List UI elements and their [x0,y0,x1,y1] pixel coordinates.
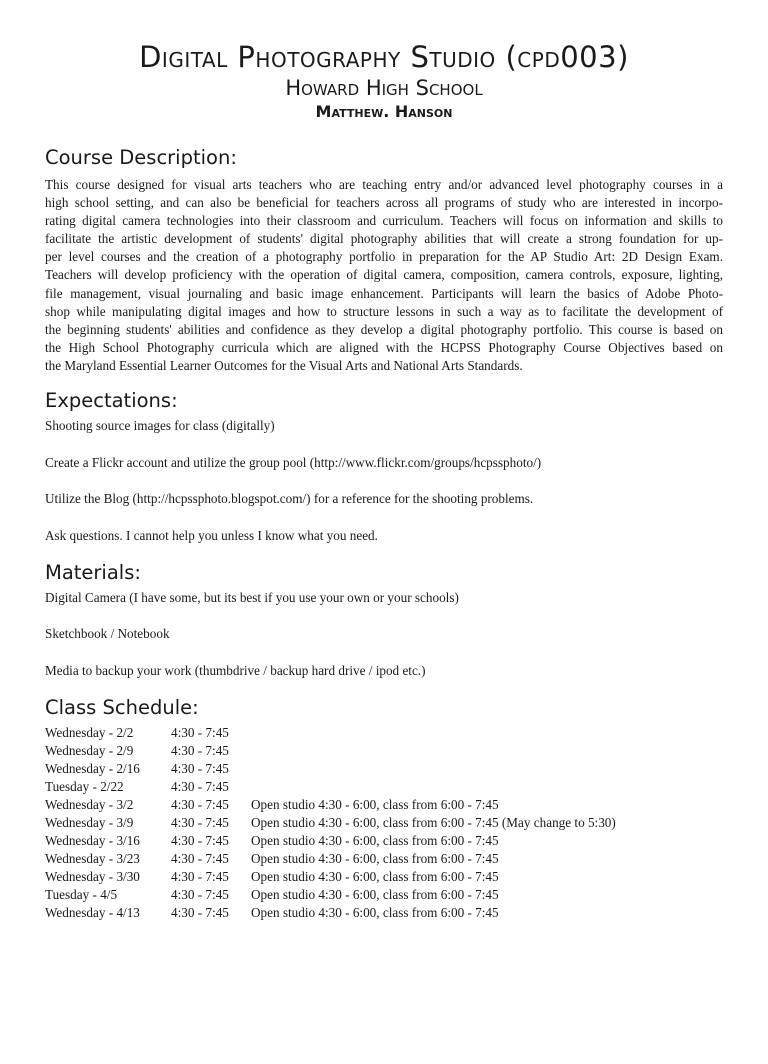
description-line: the beginning students' abilities and confidence as they develop a digital photography portfolio. This course is based on [45,321,723,337]
schedule-day: Wednesday - 4/13 [45,905,140,921]
description-line: the Maryland Essential Learner Outcomes for the Visual Arts and National Arts Standards. [45,357,523,373]
schedule-time: 4:30 - 7:45 [171,796,229,812]
schedule-time: 4:30 - 7:45 [171,724,229,740]
schedule-note: Open studio 4:30 - 6:00, class from 6:00 - 7:45 (May change to 5:30) [251,815,616,830]
schedule-note: Open studio 4:30 - 6:00, class from 6:00 - 7:45 [251,833,499,849]
schedule-time: 4:30 - 7:45 [171,887,229,903]
schedule-day: Wednesday - 3/9 [45,815,134,830]
instructor-name: Matthew. Hanson [315,102,453,121]
schedule-time: 4:30 - 7:45 [171,742,229,758]
schedule-note: Open studio 4:30 - 6:00, class from 6:00 - 7:45 [251,796,499,812]
materials-heading: Materials: [45,560,141,584]
materials-list [45,589,723,680]
description-line: per level courses and the creation of a photography portfolio in preparation for the AP Studio Art: 2D Design Exam. [45,249,723,265]
course-title: Digital Photography Studio (cpd003) [139,40,629,74]
description-line: shop while manipulating digital images and how to structure lessons in such a way as to facilitate the development of [45,303,723,319]
schedule-day: Tuesday - 2/22 [45,778,124,794]
schedule-row [45,760,616,778]
course-description-text [45,176,723,375]
document-page [0,40,768,1064]
description-line: high school setting, and can also be beneficial for teachers across all programs of study who are interested in incorpo- [45,195,723,211]
description-line: Teachers will develop proficiency with the operation of digital camera, composition, camera controls, exposure, lighting, [45,267,723,283]
schedule-row [45,796,616,814]
schedule-time: 4:30 - 7:45 [171,778,229,794]
class-schedule-table [45,724,616,923]
expectations-list [45,417,723,545]
schedule-row [45,778,616,796]
material-item: Sketchbook / Notebook [45,626,170,642]
school-name: Howard High School [285,76,483,100]
schedule-time: 4:30 - 7:45 [171,851,229,867]
material-item: Digital Camera (I have some, but its best if you use your own or your schools) [45,589,459,605]
schedule-note [251,742,616,760]
expectation-item: Create a Flickr account and utilize the group pool (http://www.flickr.com/groups/hcpssphoto/) [45,454,542,470]
schedule-note [251,724,616,742]
description-line: rating digital camera technologies into their classroom and curriculum. Teachers will focus on information and skills to [45,213,723,229]
schedule-row [45,886,616,904]
description-line: file management, visual journaling and basic image enhancement. Participants will learn the basics of Adobe Photo- [45,285,723,301]
schedule-day: Wednesday - 2/16 [45,760,140,776]
schedule-row [45,742,616,760]
schedule-day: Wednesday - 3/23 [45,851,140,867]
schedule-note: Open studio 4:30 - 6:00, class from 6:00 - 7:45 [251,851,499,867]
expectation-item: Shooting source images for class (digitally) [45,418,275,434]
description-line: This course designed for visual arts teachers who are teaching entry and/or advanced level photography courses in a [45,177,723,192]
schedule-note: Open studio 4:30 - 6:00, class from 6:00 - 7:45 [251,905,499,921]
class-schedule-heading: Class Schedule: [45,695,199,719]
schedule-day: Wednesday - 3/16 [45,833,140,849]
expectation-item: Utilize the Blog (http://hcpssphoto.blogspot.com/) for a reference for the shooting problems. [45,491,534,507]
schedule-row [45,904,616,922]
schedule-time: 4:30 - 7:45 [171,760,229,776]
course-description-heading: Course Description: [45,146,237,169]
schedule-note: Open studio 4:30 - 6:00, class from 6:00 - 7:45 [251,887,499,903]
schedule-day: Tuesday - 4/5 [45,887,118,903]
description-line: the High School Photography curricula which are aligned with the HCPSS Photography Course Objectives based on [45,339,723,355]
schedule-time: 4:30 - 7:45 [171,815,229,830]
schedule-note: Open studio 4:30 - 6:00, class from 6:00 - 7:45 [251,869,499,885]
material-item: Media to backup your work (thumbdrive / backup hard drive / ipod etc.) [45,662,426,678]
expectation-item: Ask questions. I cannot help you unless I know what you need. [45,527,378,543]
schedule-day: Wednesday - 3/2 [45,796,134,812]
description-line: facilitate the artistic development of students' digital photography abilities that will create a strong foundation for up- [45,231,723,247]
schedule-row [45,868,616,886]
schedule-row [45,832,616,850]
schedule-day: Wednesday - 3/30 [45,869,140,885]
schedule-time: 4:30 - 7:45 [171,869,229,885]
schedule-row [45,850,616,868]
schedule-day: Wednesday - 2/9 [45,742,134,758]
expectations-heading: Expectations: [45,389,178,413]
schedule-row [45,814,616,832]
schedule-time: 4:30 - 7:45 [171,905,229,921]
schedule-row [45,724,616,742]
schedule-note [251,778,616,796]
schedule-day: Wednesday - 2/2 [45,724,134,740]
schedule-time: 4:30 - 7:45 [171,833,229,849]
schedule-note [251,760,616,778]
